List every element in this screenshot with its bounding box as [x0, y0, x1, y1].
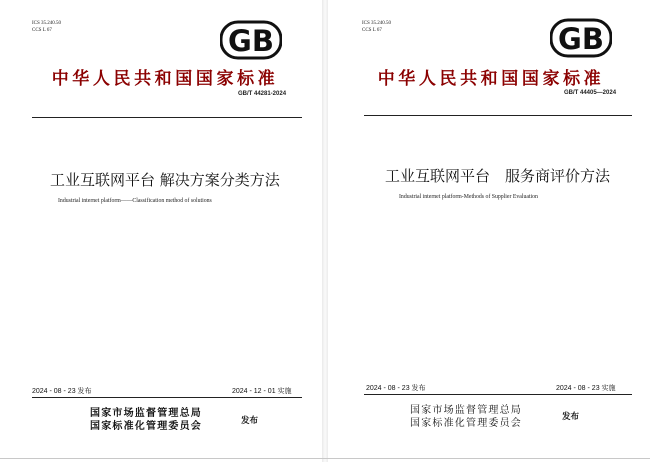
gb-logo-text: GB [558, 22, 604, 56]
header-rule [32, 117, 302, 118]
release-date: 2024 - 08 - 23 发布 [32, 388, 92, 395]
gb-logo-text: GB [228, 24, 274, 58]
national-standard-title: 中华人民共和国国家标准 [51, 69, 279, 89]
issue-label: 发布 [562, 412, 580, 422]
classification-codes [32, 20, 61, 34]
national-standard-title: 中华人民共和国国家标准 [377, 69, 605, 89]
issuing-authorities [410, 404, 522, 430]
chinese-title: 工业互联网平台 解决方案分类方法 [50, 171, 280, 189]
implementation-date: 2024 - 08 - 23 实施 [556, 385, 616, 392]
gb-logo-icon [550, 18, 612, 58]
footer-rule [364, 394, 632, 395]
classification-codes [362, 20, 391, 34]
english-title: Industrial internet platform——Classification method of solutions [58, 198, 212, 204]
header-rule [364, 115, 632, 116]
ics-code: ICS 35.240.50 [32, 21, 62, 26]
issuer-sac: 国家标准化管理委员会 [410, 418, 522, 429]
implementation-date: 2024 - 12 - 01 实施 [232, 388, 292, 395]
issuing-authorities [90, 407, 202, 433]
standard-number: GB/T 44281-2024 [238, 91, 287, 97]
issuer-samr: 国家市场监督管理总局 [90, 408, 202, 419]
scan-bottom-edge [0, 458, 650, 459]
standard-number: GB/T 44405—2024 [564, 90, 617, 96]
gb-logo-icon [220, 20, 282, 60]
chinese-title: 工业互联网平台 服务商评价方法 [385, 167, 611, 185]
english-title: Industrial internet platform-Methods of Supplier Evaluation [399, 194, 538, 200]
issuer-sac: 国家标准化管理委员会 [90, 421, 202, 432]
footer-rule [32, 397, 302, 398]
issue-label: 发布 [241, 416, 259, 426]
release-date: 2024 - 08 - 23 发布 [366, 385, 426, 392]
ccs-code: CCS L 67 [32, 28, 52, 33]
issuer-samr: 国家市场监督管理总局 [410, 405, 522, 416]
standard-cover-gb-t-44281 [0, 0, 322, 462]
ccs-code: CCS L 67 [362, 28, 382, 33]
ics-code: ICS 35.240.50 [362, 21, 392, 26]
standard-cover-gb-t-44405 [328, 0, 650, 462]
